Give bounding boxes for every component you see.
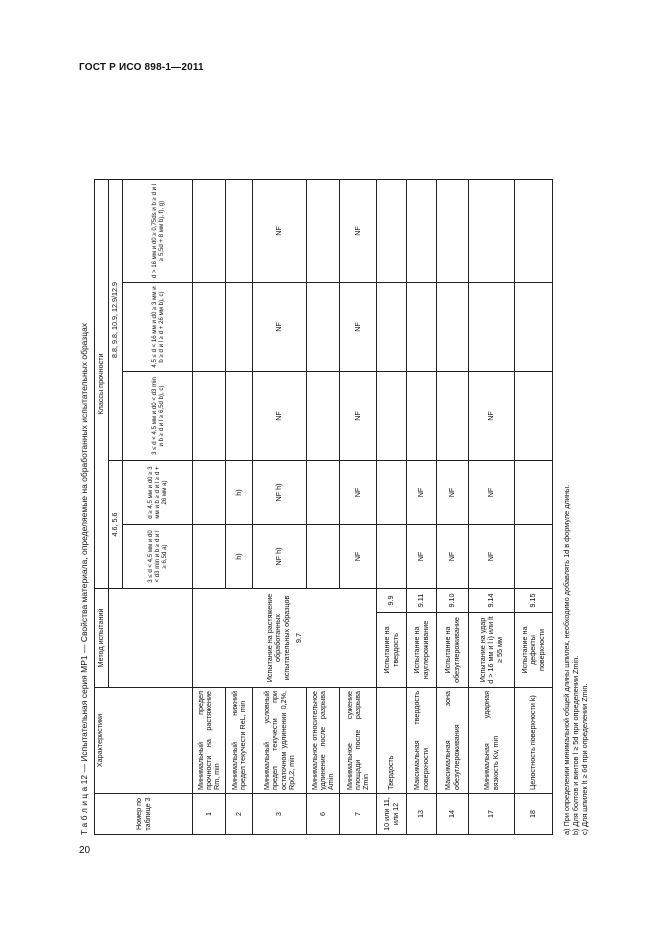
table-row: [340, 180, 377, 835]
row-points: 9.10: [437, 589, 469, 613]
value-cell: [377, 283, 407, 372]
value-cell: [515, 372, 553, 461]
value-cell: [193, 461, 226, 525]
tensile-method: Испытание на растяжение обработанных испытательных образцов: [264, 593, 291, 683]
value-cell: NF: [340, 372, 377, 461]
row-characteristic: Минимальное сужение площади после разрыва Zmin: [340, 688, 377, 794]
row-method: Испытание на науглероживание: [407, 613, 437, 688]
value-cell: [407, 372, 437, 461]
row-number: 2: [226, 794, 253, 835]
header-group-46-56: 4.6, 5.6: [109, 461, 123, 589]
value-cell: NF: [253, 283, 307, 372]
value-cell: [377, 525, 407, 589]
table-row: [515, 180, 553, 835]
material-properties-table: [94, 179, 553, 835]
row-characteristic: Минимальный нижний предел текучести ReL, min: [226, 688, 253, 794]
table-row: [437, 180, 469, 835]
header-method: Метод испытаний: [95, 589, 109, 688]
row-number: 18: [515, 794, 553, 835]
row-number: 17: [469, 794, 515, 835]
value-cell: NF: [253, 180, 307, 283]
row-number: 7: [340, 794, 377, 835]
value-cell: [307, 283, 340, 372]
value-cell: [226, 283, 253, 372]
value-cell: [377, 180, 407, 283]
value-cell: [307, 461, 340, 525]
table-row: [407, 180, 437, 835]
row-points: 9.15: [515, 589, 553, 613]
header-group-88-129: 8.8, 9.8, 10.9, 12.9/12.9: [109, 180, 123, 461]
value-cell: NF h): [253, 461, 307, 525]
table-row: [193, 180, 226, 835]
value-cell: NF: [469, 372, 515, 461]
value-cell: [469, 180, 515, 283]
row-number: 3: [253, 794, 307, 835]
value-cell: [469, 283, 515, 372]
value-cell: [307, 372, 340, 461]
row-points: 9.11: [407, 589, 437, 613]
table-row: [226, 180, 253, 835]
header-col1: 3 ≤ d < 4,5 мм и d0 < d3 min и b ≥ d и l ≥ 6,5d a): [123, 525, 193, 589]
table-caption: Т а б л и ц а 12 — Испытательная серия МР1 — Свойства материала, определяемые на обработанных испытательных образцах: [79, 322, 89, 835]
value-cell: [226, 372, 253, 461]
row-characteristic: Минимальный предел прочности на растяжение Rm, min: [193, 688, 226, 794]
header-strength-classes: Классы прочности: [95, 180, 109, 589]
value-cell: [377, 461, 407, 525]
row-number: 10 или 11, или 12: [377, 794, 407, 835]
row-characteristic: Минимальное относительное удлинение после разрыва Amin: [307, 688, 340, 794]
value-cell: [407, 180, 437, 283]
value-cell: NF: [340, 283, 377, 372]
value-cell: h): [226, 461, 253, 525]
value-cell: h): [226, 525, 253, 589]
row-number: 6: [307, 794, 340, 835]
value-cell: [377, 372, 407, 461]
value-cell: NF: [407, 461, 437, 525]
row-characteristic: Минимальная ударная вязкость Kv, min: [469, 688, 515, 794]
header-number: Номер по таблице 3: [95, 794, 193, 835]
value-cell: [515, 180, 553, 283]
value-cell: NF: [407, 525, 437, 589]
value-cell: [437, 372, 469, 461]
row-characteristic: Минимальный условный предел текучести при остаточном удлинении 0,2%, Rp0,2, min: [253, 688, 307, 794]
table-row: [469, 180, 515, 835]
value-cell: [193, 283, 226, 372]
footnote-b: b) Для болтов и винтов l ≥ 5d при определении Zmin.: [570, 655, 580, 835]
value-cell: NF: [437, 525, 469, 589]
value-cell: [193, 180, 226, 283]
row-method: Испытание на обезуглероживание: [437, 613, 469, 688]
row-characteristic: Твердость: [377, 688, 407, 794]
row-number: 13: [407, 794, 437, 835]
value-cell: NF h): [253, 525, 307, 589]
value-cell: [407, 283, 437, 372]
footnotes: [563, 485, 589, 835]
value-cell: NF: [469, 525, 515, 589]
row-method: Испытание на дефекты поверхности: [515, 613, 553, 688]
header-col4: 4,5 ≤ d < 16 мм и d0 ≥ 3 мм и b ≥ d и l ≥ d + 26 мм b), c): [123, 283, 193, 372]
header-characteristics: Характеристики: [95, 688, 193, 794]
value-cell: [515, 461, 553, 525]
tensile-points: 9.7: [293, 633, 303, 643]
row-number: 14: [437, 794, 469, 835]
header-col2: d ≥ 4,5 мм и d0 ≥ 3 мм и b ≥ d и l ≥ d + 26 мм a): [123, 461, 193, 525]
value-cell: NF: [340, 180, 377, 283]
table-row: [253, 180, 307, 835]
value-cell: NF: [340, 525, 377, 589]
value-cell: NF: [253, 372, 307, 461]
row-characteristic: Максимальная твердость поверхности: [407, 688, 437, 794]
value-cell: [193, 372, 226, 461]
row-method: Испытание на твердость: [377, 613, 407, 688]
value-cell: [226, 180, 253, 283]
row-characteristic: Максимальная зона обезуглероживания: [437, 688, 469, 794]
row-method: Испытание на удар d > 16 мм и l i) или lt ≥ 55 мм: [469, 613, 515, 688]
value-cell: NF: [437, 461, 469, 525]
footnote-a: a) При определении минимальной общей длины шпилек, необходимо добавлять 1d в формуле длины.: [562, 484, 571, 835]
value-cell: [437, 180, 469, 283]
value-cell: [515, 283, 553, 372]
document-header: ГОСТ Р ИСО 898-1—2011: [79, 62, 204, 73]
value-cell: NF: [469, 461, 515, 525]
row-characteristic: Целостность поверхности k): [515, 688, 553, 794]
row-points: 9.14: [469, 589, 515, 613]
value-cell: [193, 525, 226, 589]
page-number: 20: [79, 845, 91, 856]
value-cell: [307, 180, 340, 283]
value-cell: NF: [340, 461, 377, 525]
value-cell: [515, 525, 553, 589]
table-row: [377, 180, 407, 835]
footnote-c: c) Для шпилек lt ≥ 6d при определении Zmin.: [579, 683, 589, 835]
row-points: 9.9: [377, 589, 407, 613]
tensile-method-cell: [193, 589, 377, 688]
header-col3: 3 ≤ d < 4,5 мм и d0 < d3 min и b ≥ d и l ≥ 6,5d b), c): [123, 372, 193, 461]
value-cell: [437, 283, 469, 372]
value-cell: [307, 525, 340, 589]
row-number: 1: [193, 794, 226, 835]
table-row: [307, 180, 340, 835]
header-col5: d > 16 мм и d0 ≥ 0,75ds и b ≥ d и l ≥ 5,5d + 8 мм b), f), g): [123, 180, 193, 283]
rotated-table-page: [79, 90, 589, 835]
